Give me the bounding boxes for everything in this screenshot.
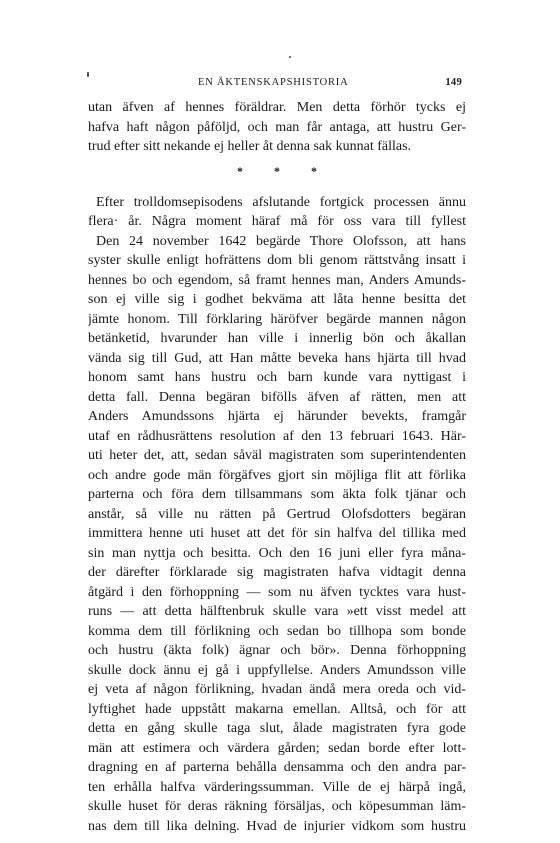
text-line: vända sig till Gud, att Han måtte beveka hans hjärta till hvad: [88, 350, 466, 366]
running-title: EN ÄKTENSKAPSHISTORIA: [198, 77, 349, 88]
text-line: parterna och föra dem tillsammans som äkta folk tjänar och: [88, 487, 466, 502]
text-line: Efter trolldomsepisodens afslutande fortgick processen ännu: [96, 194, 466, 210]
text-line: komma dem till förlikning och sedan bo tillhopa som bonde: [88, 623, 466, 639]
paragraph-main: [88, 193, 466, 837]
text-line: åtgärd i den förhoppning — som nu äfven tycktes vara hust-: [88, 584, 466, 600]
text-line: män att estimera och värdera gården; sedan borde efter lott-: [88, 740, 466, 756]
text-line: utaf en rådhusrättens resolution af den 13 februari 1643. Här-: [88, 428, 466, 444]
text-line: der därefter förklarade sig magistraten hafva vidtagit denna: [88, 565, 466, 580]
text-line: hafva haft någon påföljd, och man får antaga, att hustru Ger-: [88, 119, 466, 135]
text-line: och andre gode män förgäfves gjort sin möjliga flit att förlika: [88, 467, 466, 483]
text-line: immittera henne uti huset att det för sin halfva del tillika med: [88, 526, 466, 541]
text-line: runs — att detta hälftenbruk skulle vara »ett visst medel att: [88, 604, 466, 619]
running-head: [88, 77, 462, 91]
text-line: syster skulle enligt hofrättens dom bli genom rättstvång insatt i: [88, 253, 466, 268]
page-body: [88, 98, 466, 836]
text-line: detta en gång skulle taga slut, ålade magistraten fyra gode: [88, 721, 466, 736]
text-line: anstår, så ville nu rätten på Gertrud Olofsdotters begäran: [88, 506, 466, 522]
text-line: lyftighet hade uppstått makarna emellan. Alltså, och för att: [88, 701, 466, 717]
text-line: skulle dock ännu ej gå i uppfyllelse. Anders Amundsson ville: [88, 662, 466, 678]
paragraph-continuation: [88, 98, 466, 157]
text-line: och hustru (äkta folk) ägnar och bör». Denna förhoppning: [88, 643, 466, 658]
text-line: son ej ville sig i godhet bekväma att låta henne besitta det: [88, 292, 466, 307]
text-line: hennes bo och egendom, så framt hennes man, Anders Amunds-: [88, 272, 466, 288]
text-line: utan äfven af hennes föräldrar. Men detta förhör tycks ej: [88, 100, 466, 115]
text-line: detta fall. Denna begäran bifölls äfven af rätten, men att: [88, 389, 466, 405]
text-line: Den 24 november 1642 begärde Thore Olofsson, att hans: [96, 233, 466, 249]
text-line: flera· år. Några moment häraf må för oss vara till fyllest: [88, 214, 466, 229]
text-line: Anders Amundssons hjärta ej härunder bevekts, framgår: [88, 409, 466, 424]
text-line: nas dem till lika delning. Hvad de injurier vidkom som hustru: [88, 818, 466, 834]
text-line: ten erhålla halfva värderingssumman. Ville de ej härpå ingå,: [88, 779, 466, 795]
text-line: jämte honom. Till förklaring häröfver begärde mannen någon: [88, 311, 466, 327]
text-line: ej veta af någon förlikning, hvadan ändå mera oreda och vid-: [88, 682, 466, 697]
text-line: betänketid, hvarunder han ville i innerlig bön och åkallan: [88, 331, 466, 346]
section-divider: * * *: [237, 163, 331, 178]
text-line: uti heter det, att, sedan såväl magistraten som superintendenten: [88, 448, 466, 463]
text-line: skulle huset för deras räkning försäljas, och köpesumman läm-: [88, 799, 466, 814]
text-line: sin man nyttja och besitta. Och den 16 juni eller fyra måna-: [88, 545, 466, 561]
page-number: 149: [445, 77, 462, 88]
text-line: dragning en af parterna behålla densamma och den andra par-: [88, 760, 466, 775]
print-speck: [289, 56, 291, 58]
text-line: trud efter sitt nekande ej heller åt denna sak kunnat fällas.: [88, 139, 412, 154]
text-line: honom samt hans hustru och barn kunde vara nyttigast i: [88, 370, 466, 385]
